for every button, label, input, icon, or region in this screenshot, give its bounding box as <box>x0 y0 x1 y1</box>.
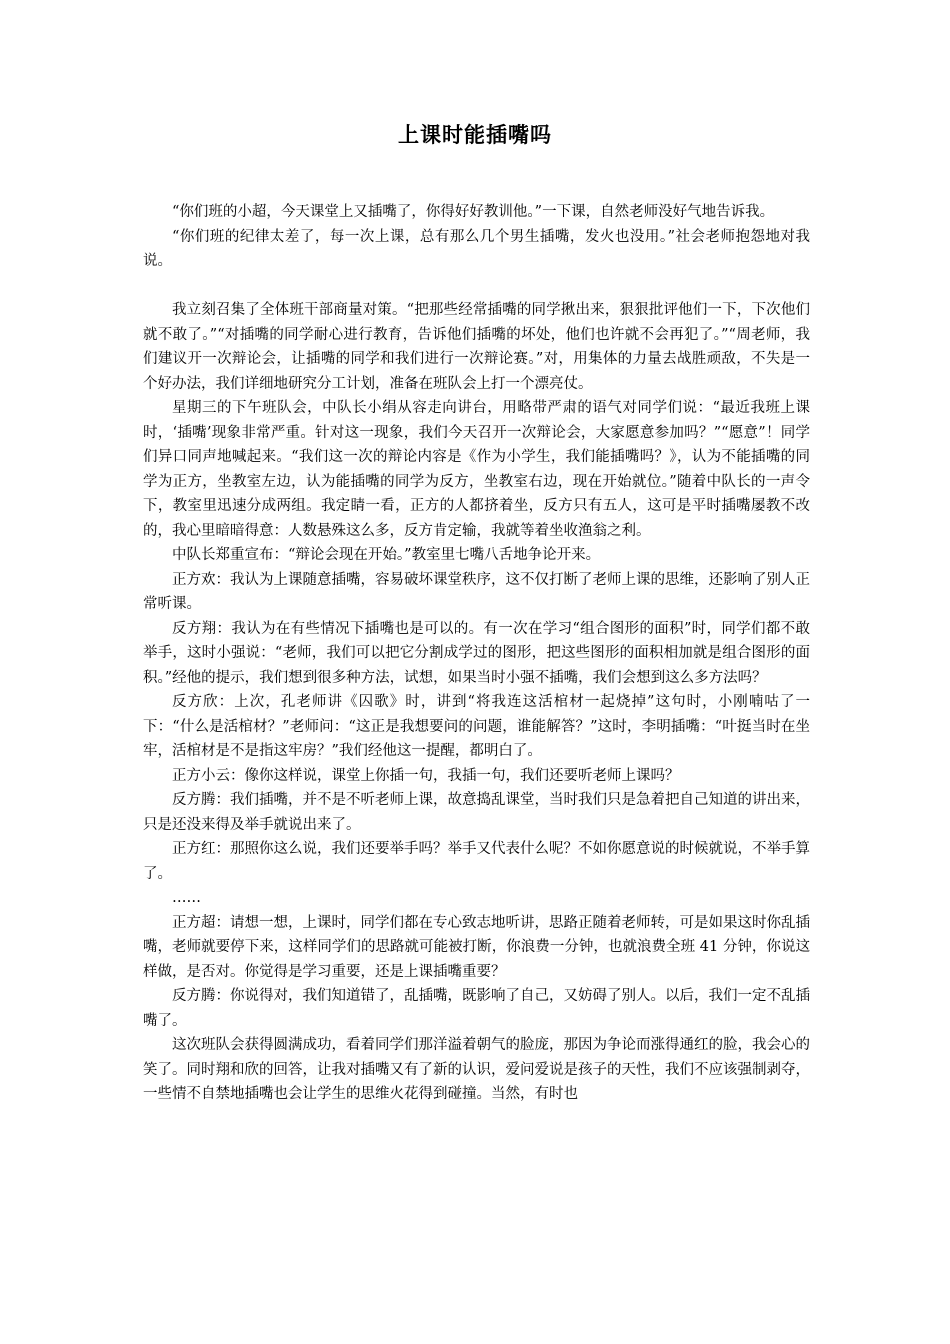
paragraph-3: 我立刻召集了全体班干部商量对策。“把那些经常插嘴的同学揪出来，狠狠批评他们一下，下次他们就不敢了。”“对插嘴的同学耐心进行教育，告诉他们插嘴的坏处，他们也许就不会再犯了。”“周老师，我们建议开一次辩论会，让插嘴的同学和我们进行一次辩论赛。”对，用集体的力量去战胜顽敌，不失是一个好办法，我们详细地研究分工计划，准备在班队会上打一个漂亮仗。 <box>143 302 810 392</box>
document-title: 上课时能插嘴吗 <box>398 123 552 147</box>
paragraph-6: 正方欢：我认为上课随意插嘴，容易破坏课堂秩序，这不仅打断了老师上课的思维，还影响了别人正常听课。 <box>143 571 810 612</box>
paragraph-11: 正方红：那照你这么说，我们还要举手吗？举手又代表什么呢？不如你愿意说的时候就说，不举手算了。 <box>143 841 810 882</box>
blank-line <box>143 274 810 299</box>
paragraph-1: “你们班的小超，今天课堂上又插嘴了，你得好好教训他。”一下课，自然老师没好气地告诉我。 <box>172 204 775 220</box>
paragraph-14: 这次班队会获得圆满成功，看着同学们那洋溢着朝气的脸庞，那因为争论而涨得通红的脸，我会心的笑了。同时翔和欣的回答，让我对插嘴又有了新的认识，爱问爱说是孩子的天性，我们不应该强制剥夺，一些情不自禁地插嘴也会让学生的思维火花得到碰撞。当然，有时也 <box>143 1037 810 1102</box>
paragraph-13: 反方腾：你说得对，我们知道错了，乱插嘴，既影响了自己，又妨碍了别人。以后，我们一定不乱插嘴了。 <box>143 988 810 1029</box>
paragraph-4: 星期三的下午班队会，中队长小绢从容走向讲台，用略带严肃的语气对同学们说：“最近我班上课时，‘插嘴’现象非常严重。针对这一现象，我们今天召开一次辩论会，大家愿意参加吗？”“愿意”！同学们异口同声地喊起来。“我们这一次的辩论内容是《作为小学生，我们能插嘴吗？》，认为不能插嘴的同学为正方，坐教室左边，认为能插嘴的同学为反方，坐教室右边，现在开始就位。”随着中队长的一声令下，教室里迅速分成两组。我定睛一看，正方的人都挤着坐，反方只有五人，这可是平时插嘴屡教不改的，我心里暗暗得意：人数悬殊这么多，反方肯定输，我就等着坐收渔翁之利。 <box>143 400 810 539</box>
paragraph-7: 反方翔：我认为在有些情况下插嘴也是可以的。有一次在学习“组合图形的面积”时，同学们都不敢举手，这时小强说：“老师，我们可以把它分割成学过的图形，把这些图形的面积相加就是组合图形的面积。”经他的提示，我们想到很多种方法，试想，如果当时小强不插嘴，我们会想到这么多方法吗？ <box>143 620 810 686</box>
document-body <box>143 200 810 1107</box>
paragraph-9: 正方小云：像你这样说，课堂上你插一句，我插一句，我们还要听老师上课吗？ <box>172 767 680 784</box>
ellipsis-line: …… <box>172 890 201 906</box>
paragraph-10: 反方腾：我们插嘴，并不是不听老师上课，故意捣乱课堂，当时我们只是急着把自己知道的讲出来，只是还没来得及举手就说出来了。 <box>143 792 810 833</box>
paragraph-5: 中队长郑重宣布：“辩论会现在开始。”教室里七嘴八舌地争论开来。 <box>172 547 601 563</box>
paragraph-2: “你们班的纪律太差了，每一次上课，总有那么几个男生插嘴，发火也没用。”社会老师抱怨地对我说。 <box>143 228 810 269</box>
paragraph-8: 反方欣：上次，孔老师讲《囚歌》时，讲到“将我连这活棺材一起烧掉”这句时，小刚喃咕了一下：“什么是活棺材？”老师问：“这正是我想要问的问题，谁能解答？”这时，李明插嘴：“叶挺当时在坐牢，活棺材是不是指这牢房？”我们经他这一提醒，都明白了。 <box>143 694 810 759</box>
paragraph-12: 正方超：请想一想，上课时，同学们都在专心致志地听讲，思路正随着老师转，可是如果这时你乱插嘴，老师就要停下来，这样同学们的思路就可能被打断，你浪费一分钟，也就浪费全班 41 分钟，你说这样做，是否对。你觉得是学习重要，还是上课插嘴重要？ <box>143 914 810 980</box>
